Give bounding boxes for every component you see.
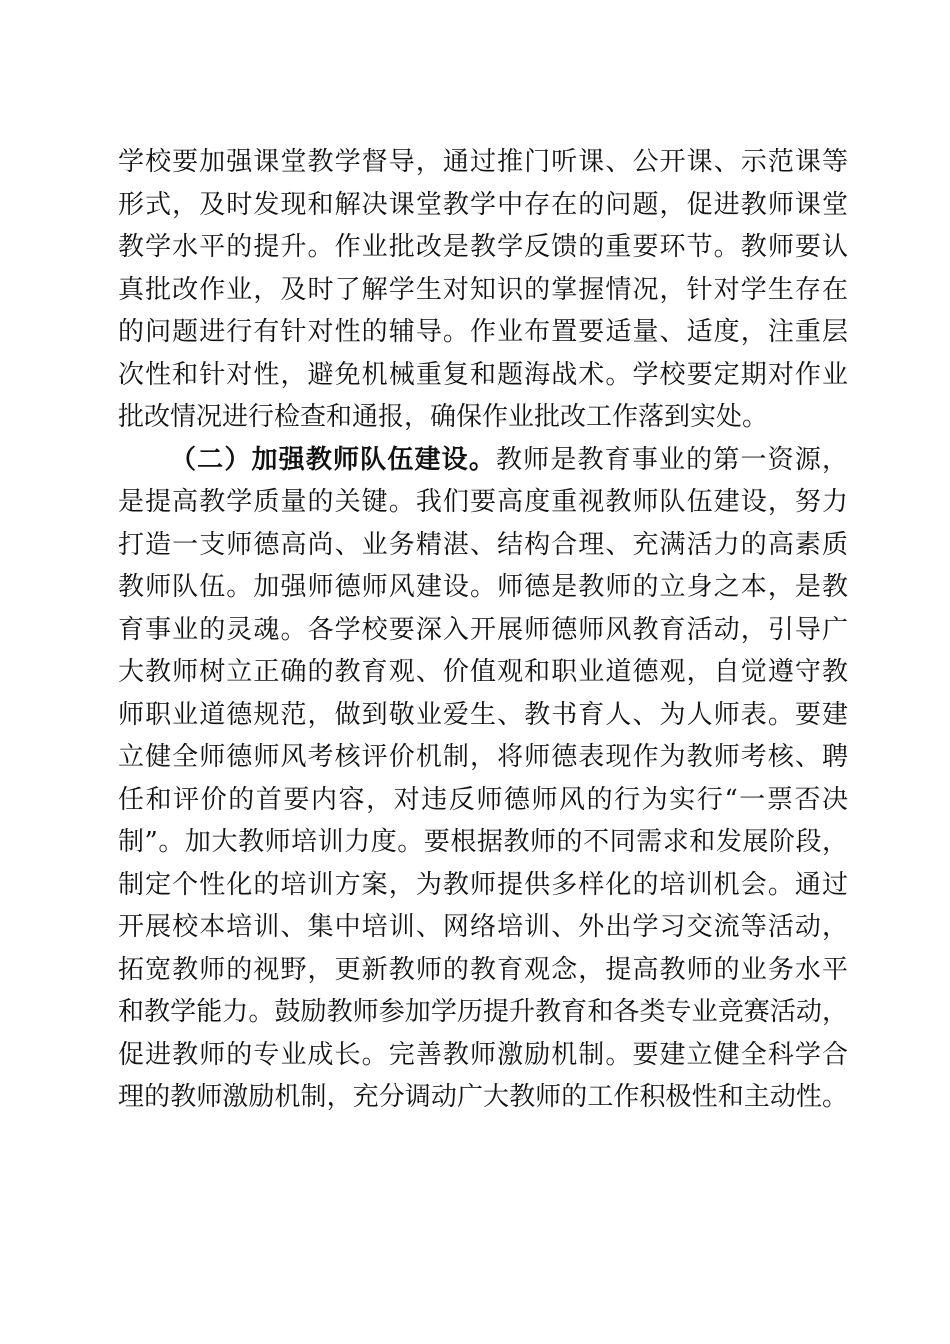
text-line: 立健全师德师风考核评价机制，将师德表现作为教师考核、聘	[118, 742, 848, 772]
paragraph-2	[118, 439, 848, 1119]
text-line: 拓宽教师的视野，更新教师的教育观念，提高教师的业务水平	[118, 954, 848, 985]
text-line: 形式，及时发现和解决课堂教学中存在的问题，促进教师课堂	[118, 189, 848, 220]
text-line: 师职业道德规范，做到敬业爱生、教书育人、为人师表。要建	[118, 699, 848, 730]
section-heading: （二）加强教师队伍建设。	[170, 444, 496, 475]
text-line: 促进教师的专业成长。完善教师激励机制。要建立健全科学合	[118, 1039, 848, 1070]
text-line: 教师队伍。加强师德师风建设。师德是教师的立身之本，是教	[118, 572, 848, 602]
text-line: 制定个性化的培训方案，为教师提供多样化的培训机会。通过	[118, 869, 848, 900]
text-line: 次性和针对性，避免机械重复和题海战术。学校要定期对作业	[118, 359, 848, 390]
text-line: 任和评价的首要内容，对违反师德师风的行为实行“一票否决	[118, 784, 848, 815]
text-line: 大教师树立正确的教育观、价值观和职业道德观，自觉遵守教	[118, 657, 848, 687]
text-line: 打造一支师德高尚、业务精湛、结构合理、充满活力的高素质	[118, 529, 848, 560]
text-line: 是提高教学质量的关键。我们要高度重视教师队伍建设，努力	[118, 487, 848, 517]
text-line: 和教学能力。鼓励教师参加学历提升教育和各类专业竞赛活动，	[118, 997, 848, 1027]
text-line: 真批改作业，及时了解学生对知识的掌握情况，针对学生存在	[118, 274, 848, 305]
document-body	[118, 141, 848, 1119]
text-line: 批改情况进行检查和通报，确保作业批改工作落到实处。	[118, 402, 769, 432]
text-line: 理的教师激励机制，充分调动广大教师的工作积极性和主动性。	[118, 1082, 848, 1112]
text-line: 学校要加强课堂教学督导，通过推门听课、公开课、示范课等	[118, 147, 848, 177]
text-line: 育事业的灵魂。各学校要深入开展师德师风教育活动，引导广	[118, 614, 848, 645]
text-line: 教学水平的提升。作业批改是教学反馈的重要环节。教师要认	[118, 232, 848, 262]
heading-continuation: 教师是教育事业的第一资源，	[496, 444, 848, 475]
paragraph-1	[118, 141, 848, 439]
text-line: 的问题进行有针对性的辅导。作业布置要适量、适度，注重层	[118, 317, 848, 347]
text-line: 制”。加大教师培训力度。要根据教师的不同需求和发展阶段，	[118, 827, 848, 857]
text-line: 开展校本培训、集中培训、网络培训、外出学习交流等活动，	[118, 912, 848, 942]
paragraph-2-first-line	[118, 439, 848, 482]
